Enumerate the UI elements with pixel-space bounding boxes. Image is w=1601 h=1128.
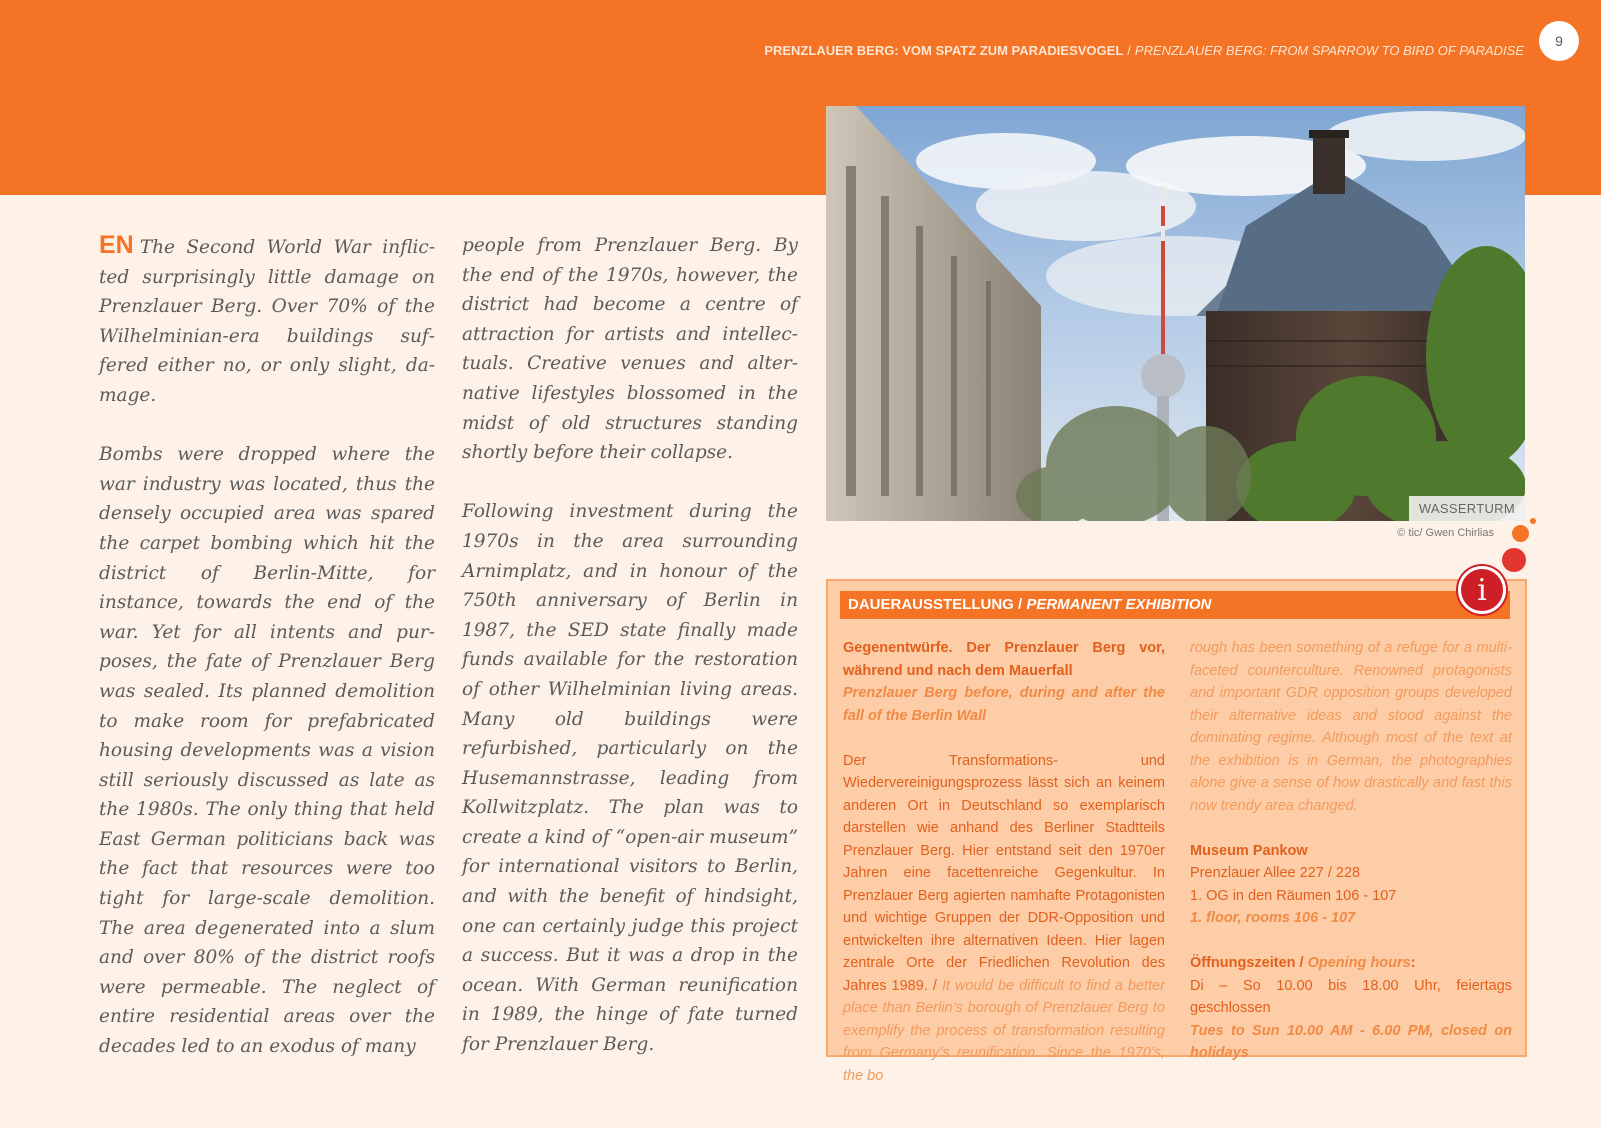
decorative-dot xyxy=(1512,525,1529,542)
hours-label-colon: : xyxy=(1410,955,1416,971)
museum-rooms-de: 1. OG in den Räumen 106 - 107 xyxy=(1190,887,1397,904)
paragraph-text: The Second World War inflicted surprisingly little damage on Prenzlauer Berg. Over 70% of the Wilhelminian-era buildings suffered either no, or only slight, damage. xyxy=(99,237,435,406)
running-head-en: PRENZLAUER BERG: FROM SPARROW TO BIRD OF PARADISE xyxy=(1134,43,1524,58)
language-tag: EN xyxy=(99,231,134,259)
photo-illustration xyxy=(826,106,1525,521)
article-paragraph: Bombs were dropped where the war industry was located, thus the densely occupied area was spared the carpet bombing which hit the district of Berlin-Mitte, for instance, towards the end of the war. Yet for all intents and purposes, the fate of Prenzlauer Berg was sealed. Its planned demolition to make room for prefabricated housing developments was a vision still seriously discussed as late as the 1980s. The only thing that held East German politicians back was the fact that resources were too tight for large-scale demolition. The area degenerated into a slum and over 80% of the district roofs were permeable. The neglect of entire residential areas over the decades led to an exodus of many xyxy=(99,444,435,1058)
opening-hours-de: Di – So 10.00 bis 18.00 Uhr, feiertags geschlossen xyxy=(1190,977,1512,1016)
article-column-1 xyxy=(99,231,435,1062)
photo-label: WASSERTURM xyxy=(1409,496,1525,521)
article-paragraph: Following investment during the 1970s in the area surrounding Arnimplatz, and in honour of the 750th anniversary of Berlin in 1987, the SED state finally made funds available for the restoration of other Wilhelminian living areas. Many old buildings were refurbished, particularly on the Husemannstrasse, leading from Kollwitzplatz. The plan was to create a kind of “open-air museum” for international visitors to Berlin, and with the benefit of hindsight, one can certainly judge this project a success. But it was a drop in the ocean. With German reunification in 1989, the hinge of fate turned for Prenzlauer Berg. xyxy=(462,501,798,1056)
museum-name: Museum Pankow xyxy=(1190,842,1308,859)
running-head-de: PRENZLAUER BERG: VOM SPATZ ZUM PARADIESVOGEL xyxy=(764,43,1124,58)
info-column-2 xyxy=(1190,637,1512,1065)
description-en-continued: rough has been something of a refuge for a multifaceted counterculture. Renowned protagonists and important GDR opposition groups developed their alternative ideas and stood against the dominating regime. Although most of the text at the exhibition is in German, the photographies alone give a sense of how drastically and fast this now trendy area changed. xyxy=(1190,640,1512,814)
photo-credit: © tic/ Gwen Chirlias xyxy=(1397,527,1494,539)
hours-label-de: Öffnungszeiten / xyxy=(1190,955,1308,971)
info-icon: i xyxy=(1458,566,1506,614)
info-heading-de: DAUERAUSSTELLUNG / xyxy=(848,596,1027,613)
running-head-separator: / xyxy=(1127,43,1131,58)
running-head xyxy=(764,43,1524,58)
museum-rooms-en: 1. floor, rooms 106 - 107 xyxy=(1190,910,1356,926)
decorative-dot xyxy=(1530,518,1536,524)
info-column-1 xyxy=(843,637,1165,1087)
museum-address: Prenzlauer Allee 227 / 228 xyxy=(1190,865,1361,881)
article-paragraph: people from Prenzlauer Berg. By the end of the 1970s, however, the district had become a centre of attraction for artists and intellectuals. Creative venues and alternative lifestyles blossomed in the midst of old structures standing shortly before their collapse. xyxy=(462,235,798,464)
opening-hours-label xyxy=(1190,952,1512,975)
exhibition-title-de: Gegenentwürfe. Der Prenzlauer Berg vor, während und nach dem Mauerfall xyxy=(843,640,1165,679)
exhibition-description xyxy=(843,750,1165,1088)
opening-hours-en: Tues to Sun 10.00 AM - 6.00 PM, closed on holidays xyxy=(1190,1022,1512,1061)
hours-label-en: Opening hours xyxy=(1307,955,1411,971)
description-en: It would be difficult to find a better place than Berlin’s borough of Prenzlauer Berg to exemplify the process of transformation resulting from Germany’s reunification. Since the 1970’s, the bo xyxy=(843,977,1166,1084)
page-number: 9 xyxy=(1539,21,1579,61)
wasserturm-photo xyxy=(826,106,1525,521)
exhibition-title-en: Prenzlauer Berg before, during and after the fall of the Berlin Wall xyxy=(843,685,1165,724)
info-box-heading xyxy=(840,591,1510,619)
info-heading-en: PERMANENT EXHIBITION xyxy=(1026,596,1212,613)
article-column-2 xyxy=(462,231,798,1060)
info-box xyxy=(826,579,1527,1084)
article-paragraph xyxy=(99,231,435,411)
description-de: Der Transformations- und Wiedervereinigungsprozess lässt sich an keinem anderen Ort in Deutschland so exemplarisch darstellen wie anhand des Berliner Stadtteils Prenzlauer Berg. Hier entstand seit den 1970er Jahren eine facettenreiche Gegenkultur. In Prenzlauer Berg agierten namhafte Protagonisten und wichtige Gruppen der DDR-Opposition und entwickelten ihre alternativen Ideen. Hier lagen zentrale Orte der Friedlichen Revolution des Jahres 1989. / xyxy=(843,752,1165,994)
decorative-dot xyxy=(1502,548,1526,572)
